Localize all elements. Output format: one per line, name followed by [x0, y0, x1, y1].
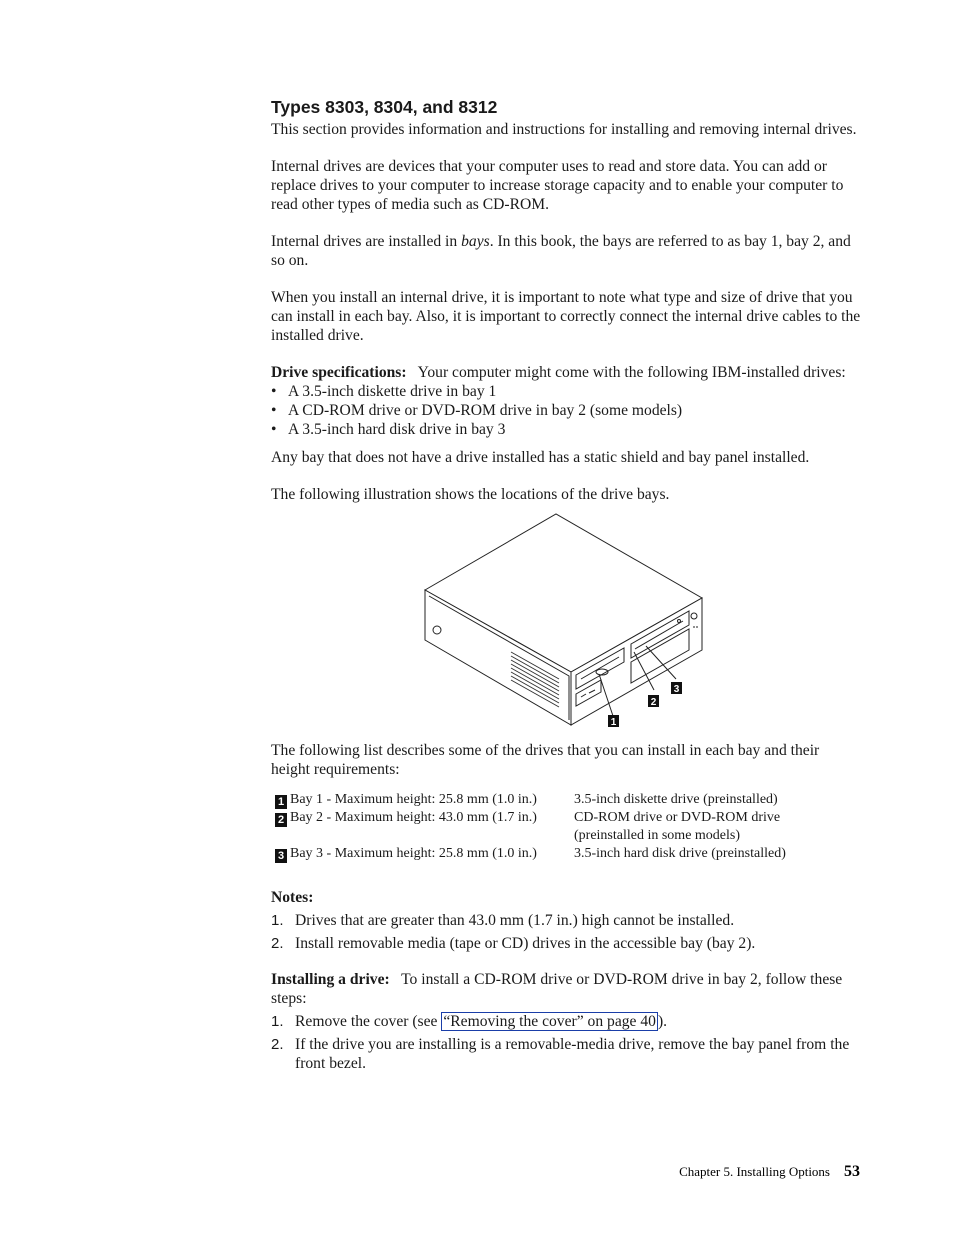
bays-term: bays — [461, 233, 490, 250]
bay-drive: 3.5-inch diskette drive (preinstalled) — [574, 792, 778, 807]
illustration-intro: The following illustration shows the locations of the drive bays. — [271, 486, 670, 503]
chapter-title: Chapter 5. Installing Options — [679, 1164, 830, 1179]
drive-bays-illustration — [271, 512, 861, 737]
bay-drive-note: (preinstalled in some models) — [574, 828, 741, 843]
list-item: 1. Drives that are greater than 43.0 mm (1.7 in.) high cannot be installed. — [271, 912, 735, 929]
list-item: 2. Install removable media (tape or CD) drives in the accessible bay (bay 2). — [271, 935, 756, 952]
notes-label: Notes: — [271, 889, 314, 906]
list-item: • A 3.5-inch diskette drive in bay 1 — [271, 382, 861, 401]
bay-height: Bay 1 - Maximum height: 25.8 mm (1.0 in.) — [290, 792, 537, 807]
bay-drive: CD-ROM drive or DVD-ROM drive — [574, 810, 781, 825]
section-heading: Types 8303, 8304, and 8312 — [271, 97, 498, 117]
bay-height: Bay 2 - Maximum height: 43.0 mm (1.7 in.) — [290, 810, 537, 825]
notes-list — [271, 911, 861, 953]
figure-callout — [608, 715, 619, 728]
callout-label: 2 — [650, 697, 657, 708]
bay-list-intro: The following list describes some of the drives that you can install in each bay and their height requirements: — [271, 742, 820, 778]
intro-paragraph: This section provides information and instructions for installing and removing internal drives. — [271, 121, 857, 138]
callout-label: 1 — [610, 717, 617, 728]
drive-specs-label: Drive specifications: — [271, 364, 407, 381]
list-item: 2. If the drive you are installing is a removable-media drive, remove the bay panel from the front bezel. — [271, 1036, 850, 1072]
table-row — [271, 791, 786, 809]
bay-callout: 2 — [275, 813, 287, 827]
install-note-paragraph: When you install an internal drive, it is important to note what type and size of drive that you can install in each bay. Also, it is important to correctly connect the internal drive cables to the installed drive. — [271, 289, 861, 344]
page-number: 53 — [844, 1163, 860, 1180]
installing-drive-paragraph: Installing a drive: To install a CD-ROM drive or DVD-ROM drive in bay 2, follow these steps: — [271, 971, 843, 1007]
bay-callout: 1 — [275, 795, 287, 809]
drive-specs-paragraph: Drive specifications: Your computer might come with the following IBM-installed drives: — [271, 364, 846, 381]
figure-callout — [648, 695, 659, 708]
bays-paragraph: Internal drives are installed in bays. In this book, the bays are referred to as bay 1, bay 2, and so on. — [271, 233, 851, 269]
page-footer — [560, 1163, 860, 1181]
callout-label: 3 — [673, 684, 680, 695]
installing-drive-label: Installing a drive: — [271, 971, 390, 988]
computer-drive-bays-diagram — [421, 512, 711, 732]
table-row — [271, 809, 786, 845]
page-content — [271, 96, 861, 1073]
install-steps-list — [271, 1012, 861, 1073]
bay-height-table — [271, 791, 786, 863]
bay-height: Bay 3 - Maximum height: 25.8 mm (1.0 in.) — [290, 846, 537, 861]
drives-paragraph: Internal drives are devices that your computer uses to read and store data. You can add or replace drives to your computer to increase storage capacity and to enable your computer to read other types of media such as CD-ROM. — [271, 158, 844, 213]
list-item: 1. Remove the cover (see “Removing the cover” on page 40 ). — [271, 1013, 668, 1030]
removing-cover-link[interactable]: “Removing the cover” on page 40 — [443, 1013, 656, 1030]
bay-callout: 3 — [275, 849, 287, 863]
list-item: • A 3.5-inch hard disk drive in bay 3 — [271, 420, 861, 439]
table-row — [271, 845, 786, 863]
bay-drive: 3.5-inch hard disk drive (preinstalled) — [574, 846, 786, 861]
drive-specs-list — [271, 382, 861, 439]
figure-callout — [671, 682, 682, 695]
list-item: • A CD-ROM drive or DVD-ROM drive in bay 2 (some models) — [271, 401, 861, 420]
static-shield-paragraph: Any bay that does not have a drive installed has a static shield and bay panel installed. — [271, 449, 810, 466]
